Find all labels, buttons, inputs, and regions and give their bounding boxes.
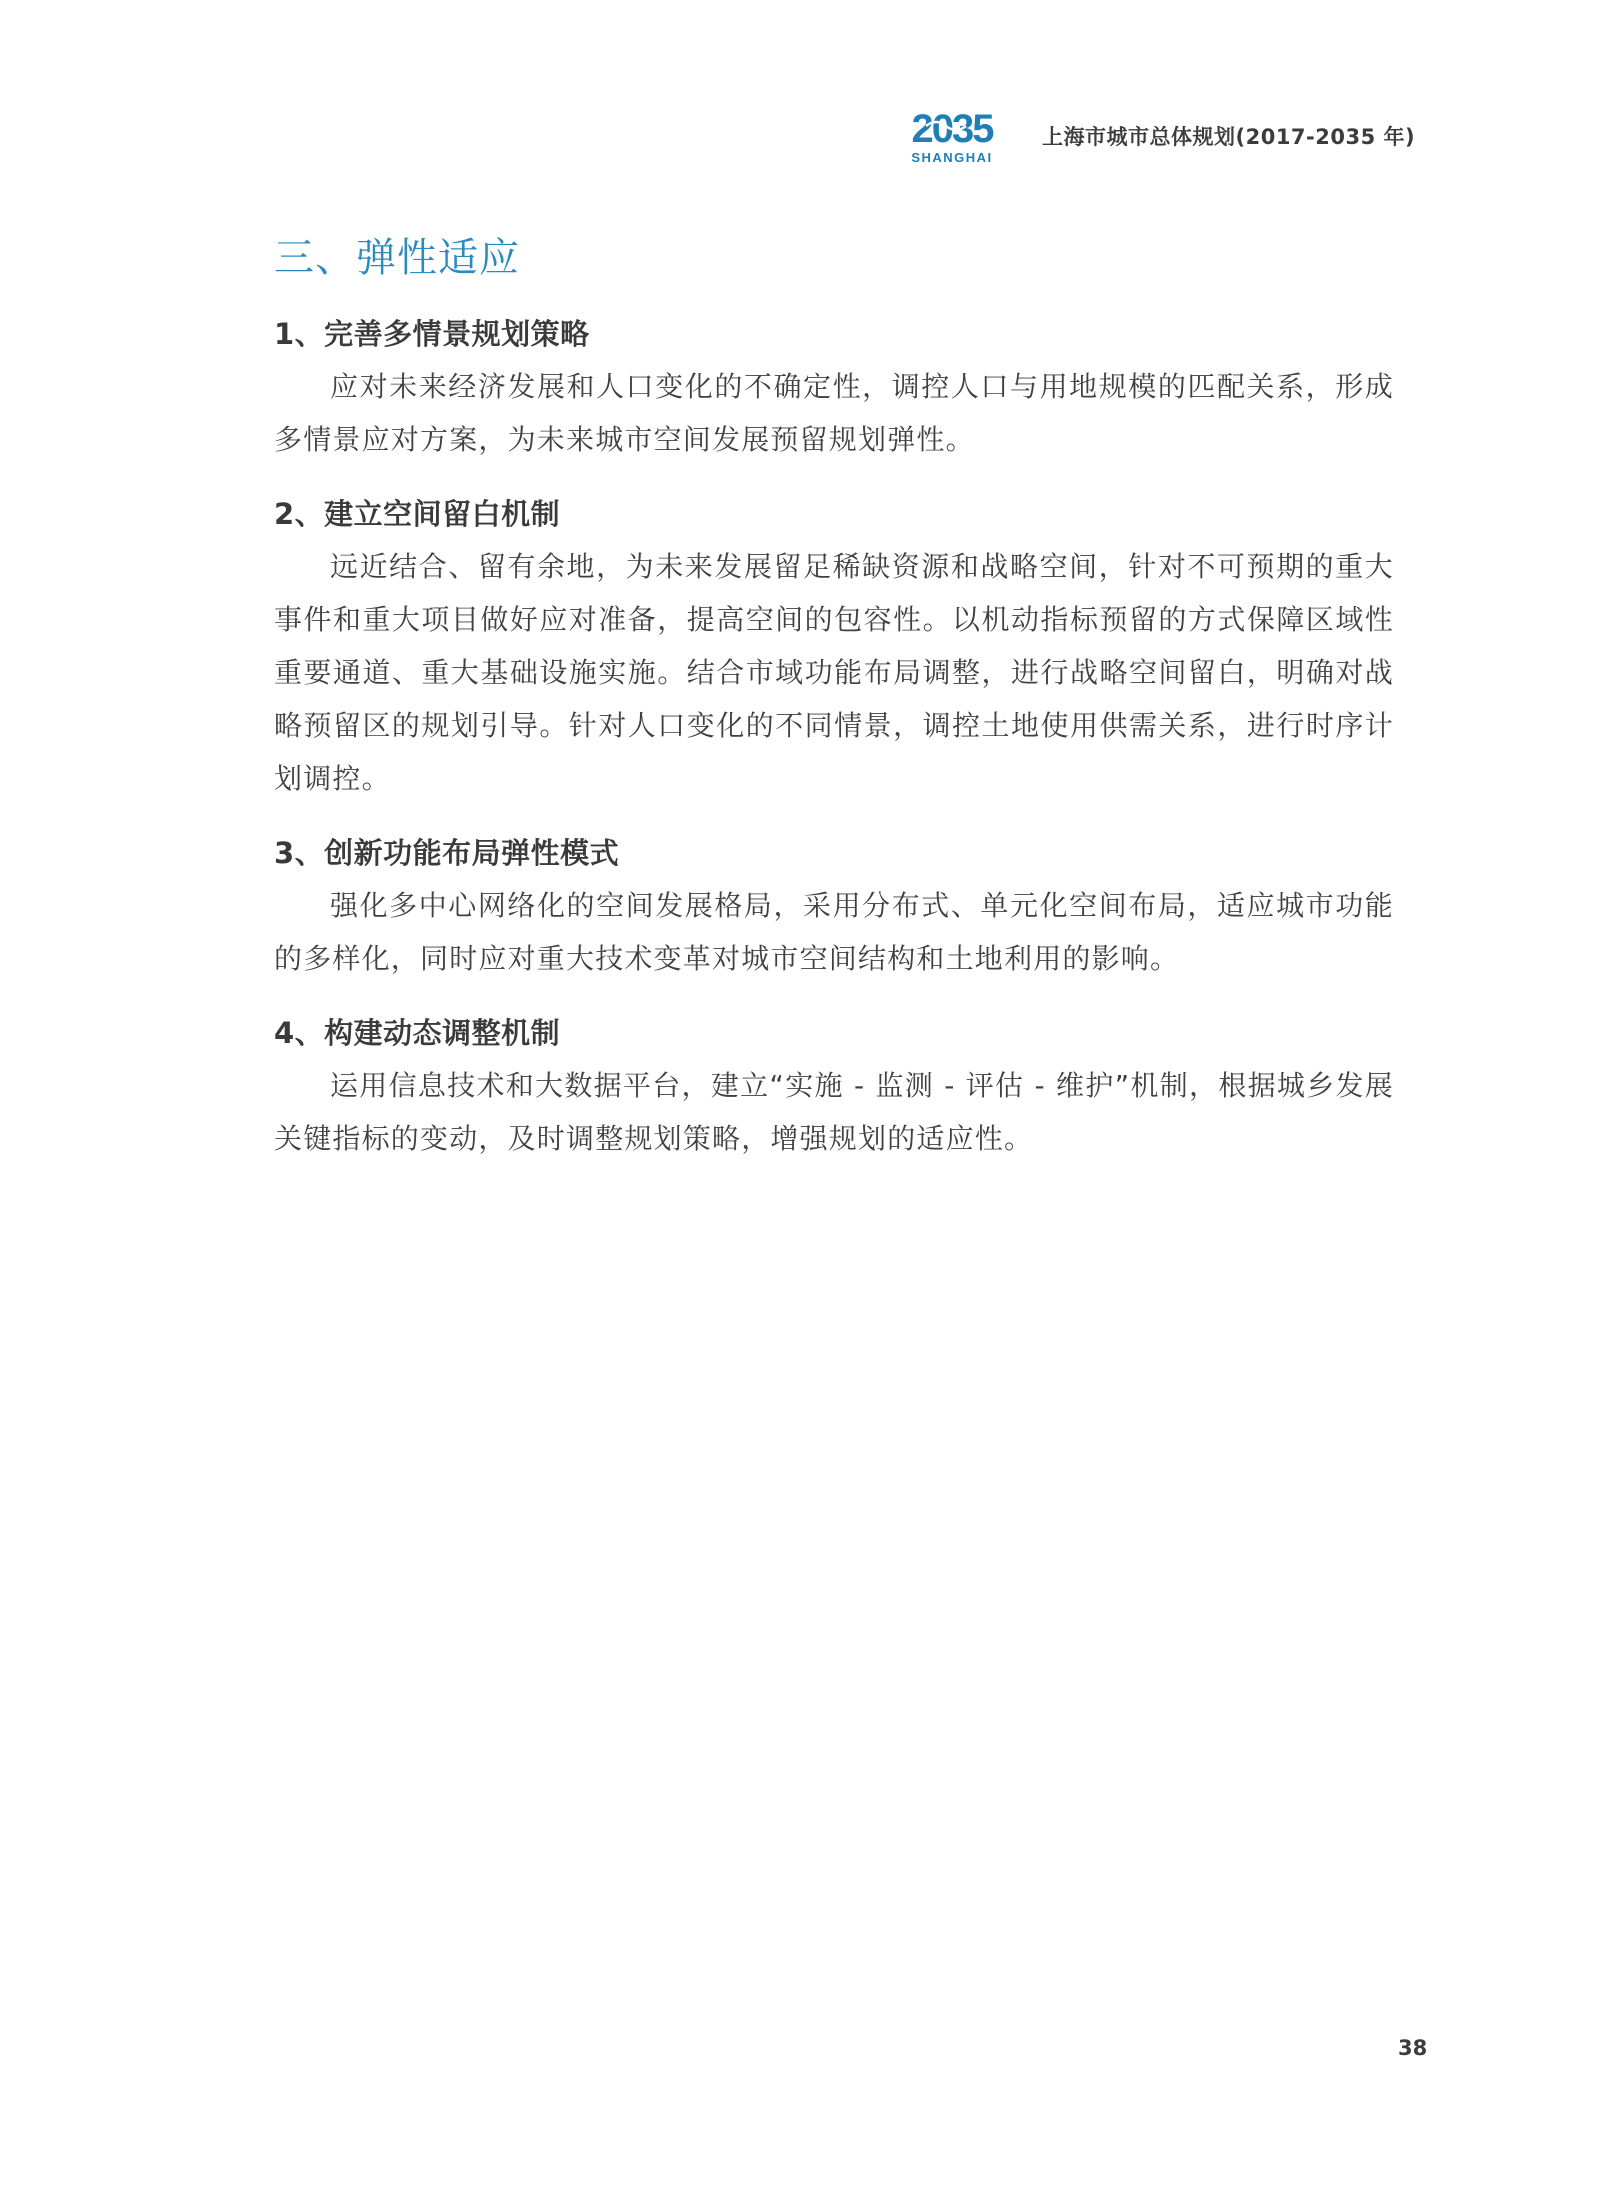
subsection-heading: 2、建立空间留白机制: [274, 497, 561, 531]
page-number: 38: [1398, 2036, 1428, 2060]
subsection-body: 远近结合、留有余地，为未来发展留足稀缺资源和战略空间，针对不可预期的重大事件和重大项目做好应对准备，提高空间的包容性。以机动指标预留的方式保障区域性重要通道、重大基础设施实施。结合市域功能布局调整，进行战略空间留白，明确对战略预留区的规划引导。针对人口变化的不同情景，调控土地使用供需关系，进行时序计划调控。: [274, 550, 1394, 795]
logo-city: SHANGHAI: [911, 150, 993, 165]
subsection-heading: 4、构建动态调整机制: [274, 1016, 561, 1050]
subsection-4: [274, 1007, 1394, 1165]
subsection-body: 运用信息技术和大数据平台，建立“实施 - 监测 - 评估 - 维护”机制，根据城乡发展关键指标的变动，及时调整规划策略，增强规划的适应性。: [274, 1069, 1394, 1155]
page-header: [896, 104, 1416, 168]
document-title: 上海市城市总体规划(2017-2035 年): [1042, 125, 1416, 149]
subsection-2: [274, 488, 1394, 805]
subsection-body: 强化多中心网络化的空间发展格局，采用分布式、单元化空间布局，适应城市功能的多样化，同时应对重大技术变革对城市空间结构和土地利用的影响。: [274, 889, 1394, 975]
logo-graphic: [896, 104, 1008, 168]
subsection-heading: 3、创新功能布局弹性模式: [274, 836, 620, 870]
subsection-3: [274, 827, 1394, 985]
subsection-1: [274, 308, 1394, 466]
subsection-body: 应对未来经济发展和人口变化的不确定性，调控人口与用地规模的匹配关系，形成多情景应对方案，为未来城市空间发展预留规划弹性。: [274, 370, 1394, 456]
shanghai-2035-logo: [896, 104, 1008, 168]
subsection-heading: 1、完善多情景规划策略: [274, 317, 590, 351]
section-title: 三、弹性适应: [274, 235, 520, 281]
page-content: [274, 228, 1394, 1187]
logo-year: 2035: [911, 107, 993, 151]
